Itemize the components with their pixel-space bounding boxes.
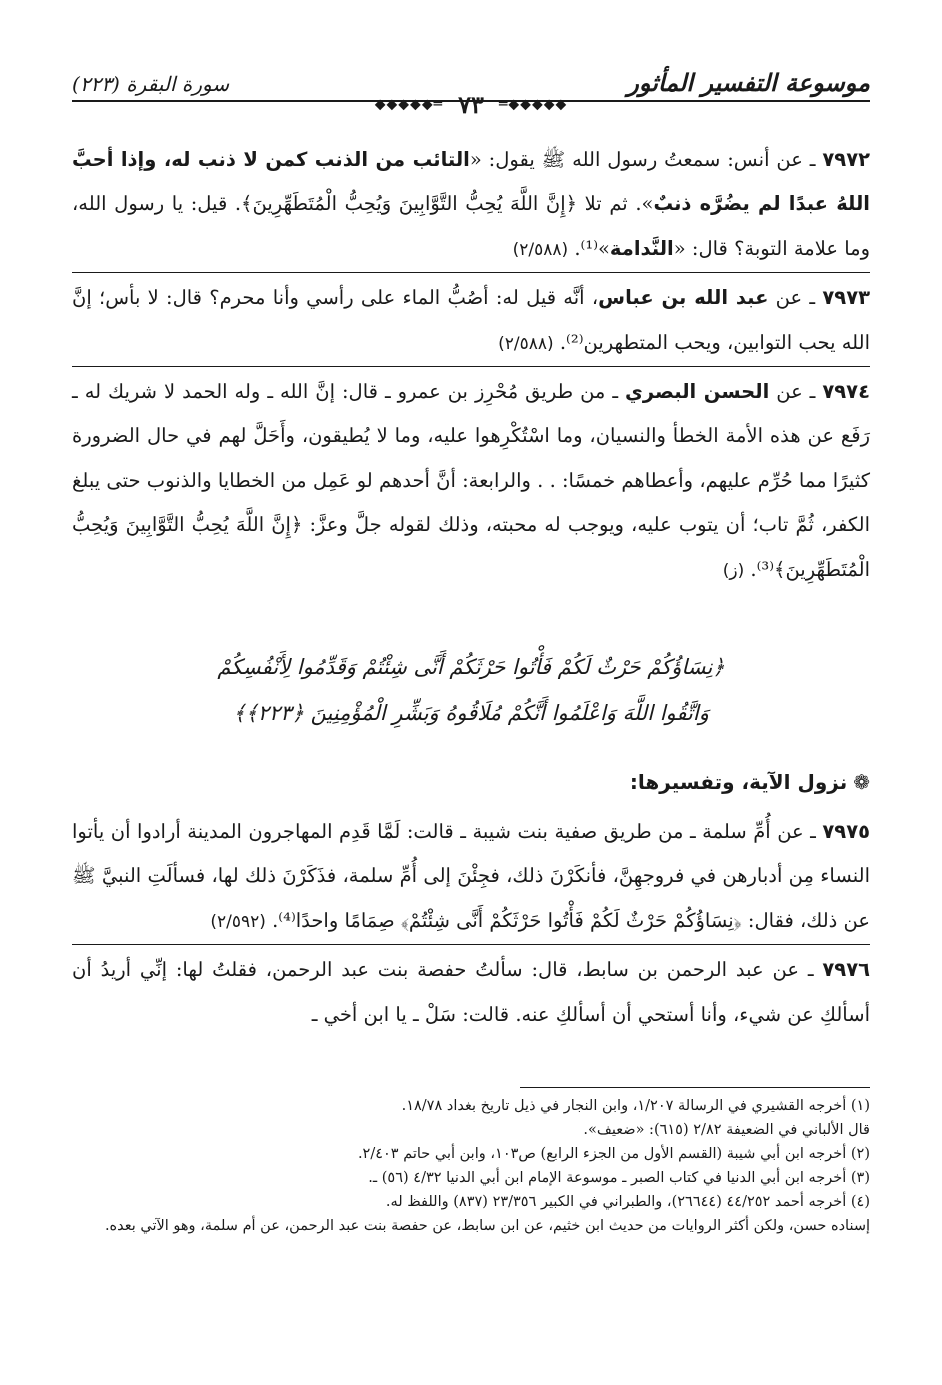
entry-7973 [72,276,870,367]
entry-number: ٧٩٧٢ [822,148,870,171]
entry-text: »⁽¹⁾. [574,236,610,260]
section-heading [630,770,870,794]
source-ref: (٢/٥٨٨) [498,333,554,354]
footnote-3: (٣) أخرجه ابن أبي الدنيا في كتاب الصبر ـ موسوعة الإمام ابن أبي الدنيا ٤/٣٢ (٥٦) ـ. [368,1169,870,1186]
hadith-text: النَّدامة [609,236,674,260]
hadith-text: التائب من الذنب كمن لا ذنب له، وإذا أحبَّ اللهُ عبدًا لم يضُرَّه ذنبٌ [72,148,870,216]
right-ornament-icon: ═◆◆◆◆◆ [498,96,568,113]
entry-text: ـ عن أُمِّ سلمة ـ من طريق صفية بنت شيبة ـ قالت: لَمَّا قَدِم المهاجرون المدينة أرادوا أن يأتوا النساء مِن أدبارهن في فروجهِنَّ، فأنكَرْنَ ذلك، فجِئْنَ إلى أُمِّ سلمة، فذَكَرْنَ ذلك لها، فسألَتِ النبيَّ ﷺ عن ذلك، فقال: ﴿نِسَاؤُكُمْ حَرْثٌ لَكُمْ فَأْتُوا حَرْثَكُمْ أَنَّى شِئْتُمْ﴾ صِمَامًا واحدًا⁽⁴⁾. [72,820,870,932]
left-ornament-icon: ◆◆◆◆◆═ [374,96,444,113]
source-ref: (٢/٥٩٢) [210,911,266,932]
entry-text: ـ من طريق مُحْرِز بن عمرو ـ قال: إنَّ الله ـ وله الحمد لا شريك له ـ رَفَع عن هذه الأمة الخطأ والنسيان، وما اسْتُكْرِهوا عليه، وما لا يُطيقون، وأَحَلَّ لهم في حال الضرورة كثيرًا مما حُرِّم عليهم، وأعطاهم خمسًا: . . والرابعة: أنَّ أحدهم لو عَمِل من الخطايا والذنوب حتى يبلغ الكفر، ثُمَّ تاب؛ أن يتوب عليه، ويوجب له محبته، وذلك لقوله جلَّ وعزَّ: ﴿إِنَّ اللَّهَ يُحِبُّ التَّوَّابِينَ وَيُحِبُّ الْمُتَطَهِّرِينَ﴾⁽³⁾. [72,380,870,581]
narrator-name: عبد الله بن عباس [598,286,769,310]
verse-line-2: وَاتَّقُوا اللَّهَ وَاعْلَمُوا أَنَّكُمْ مُلَاقُوهُ وَبَشِّرِ الْمُؤْمِنِينَ ﴿٢٢٣﴾﴾ [233,701,709,725]
source-ref: (٢/٥٨٨) [512,239,569,260]
main-text [72,138,870,596]
page-number: ٧٣ [458,90,484,119]
book-title: موسوعة التفسير المأثور [627,68,870,97]
flower-ornament-icon: ❁ [853,770,870,794]
main-text-2 [72,810,870,1040]
surah-label: سورة البقرة (٢٢٣) [72,72,230,96]
entry-text: ـ عن [769,380,823,404]
entry-7975 [72,810,870,945]
footnote-rule [520,1087,870,1088]
entry-text: ـ عن عبد الرحمن بن سابط، قال: سألتُ حفصة بنت عبد الرحمن، فقلتُ لها: إنِّي أريدُ أن أسألكِ عن شيء، وأنا أستحي أن أسألكِ عنه. قالت: سَلْ ـ يا ابن أخي ـ [72,958,870,1026]
entry-text: ، أنَّه قيل له: أصُبُّ الماء على رأسي وأنا محرم؟ قال: لا بأس؛ إنَّ الله يحب التوابين، ويحب المتطهرين⁽²⁾. [72,286,870,354]
footnote-4-grading: إسناده حسن، ولكن أكثر الروايات من حديث ابن خثيم، عن ابن سابط، عن حفصة بنت عبد الرحمن، عن أم سلمة، وهو الآتي بعده. [104,1217,870,1234]
section-title: نزول الآية، وتفسيرها: [629,770,848,794]
entry-7974 [72,370,870,593]
entry-7976 [72,948,870,1037]
footnotes [72,1095,870,1238]
quran-verse [140,644,802,736]
entry-number: ٧٩٧٣ [822,286,870,310]
entry-7972 [72,138,870,273]
entry-text: ». ثم تلا ﴿إِنَّ اللَّهَ يُحِبُّ التَّوَّابِينَ وَيُحِبُّ الْمُتَطَهِّرِينَ﴾. قيل: يا رسول الله، وما علامة التوبة؟ قال: « [72,192,870,260]
footnote-1: (١) أخرجه القشيري في الرسالة ١/٢٠٧، وابن النجار في ذيل تاريخ بغداد ١٨/٧٨. [401,1098,870,1114]
entry-number: ٧٩٧٤ [822,380,870,404]
entry-number: ٧٩٧٦ [822,958,870,982]
footnote-4: (٤) أخرجه أحمد ٤٤/٢٥٢ (٢٦٦٤٤)، والطبراني في الكبير ٢٣/٣٥٦ (٨٣٧) واللفظ له. [385,1193,870,1210]
narrator-name: الحسن البصري [625,380,770,404]
entry-text: ـ عن أنس: سمعتُ رسول الله ﷺ يقول: « [469,148,823,171]
page-number-block [0,90,942,119]
footnote-2: (٢) أخرجه ابن أبي شيبة (القسم الأول من الجزء الرابع) ص١٠٣، وابن أبي حاتم ٢/٤٠٣. [357,1145,870,1162]
source-ref: (ز) [722,560,745,581]
footnote-1-grading: قال الألباني في الضعيفة ٢/٨٢ (٦١٥): «ضعيف». [583,1121,870,1138]
entry-number: ٧٩٧٥ [822,820,870,843]
entry-text: ـ عن [768,286,823,310]
verse-line-1: ﴿نِسَاؤُكُمْ حَرْثٌ لَكُمْ فَأْتُوا حَرْثَكُمْ أَنَّى شِئْتُمْ وَقَدِّمُوا لِأَنْفُسِكُمْ [217,655,725,679]
